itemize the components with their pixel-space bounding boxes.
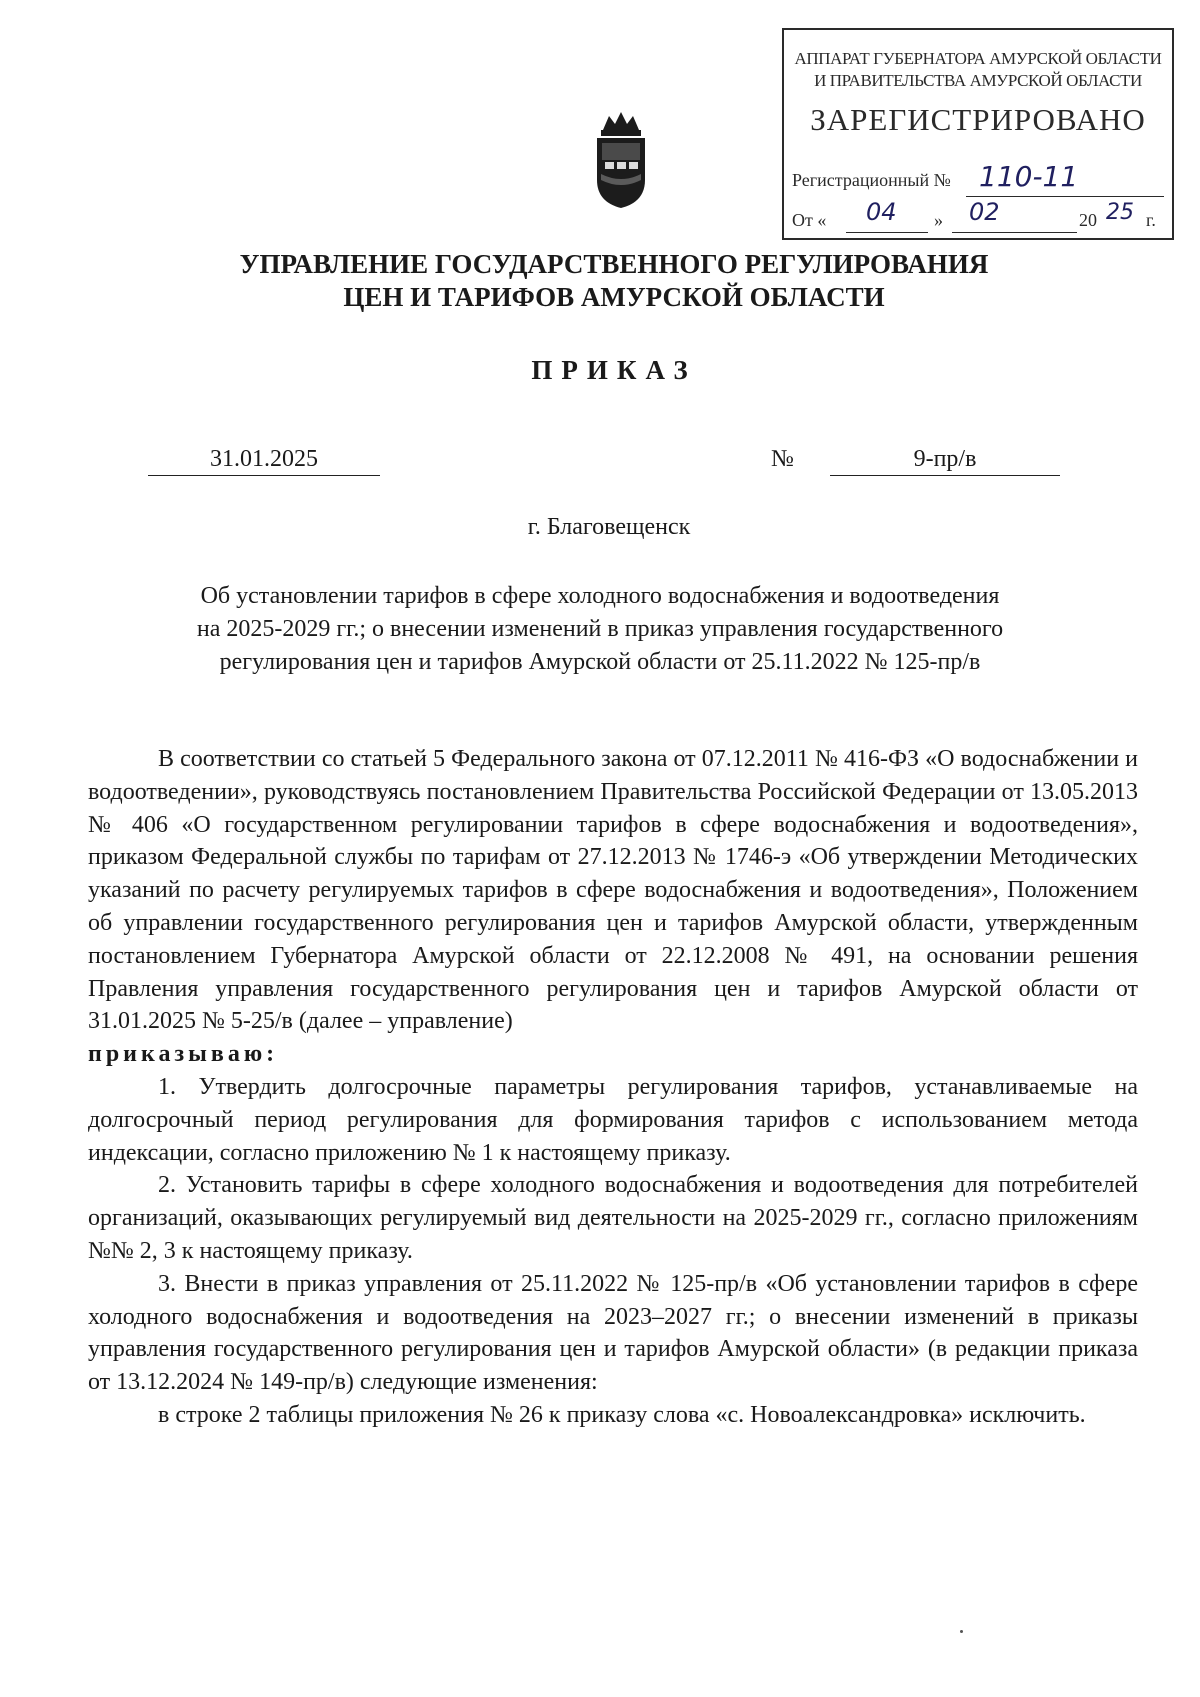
document-type: ПРИКАЗ <box>531 355 697 385</box>
stamp-date-prefix: От « <box>792 210 827 230</box>
stamp-month-underline <box>952 232 1077 233</box>
stamp-year-suffix: г. <box>1146 210 1156 230</box>
item-2-paragraph: 2. Установить тарифы в сфере холодного водоснабжения и водоотведения для потребителей организаций, оказывающих регулируемый вид деятельности на 2025-2029 гг., согласно приложениям №№ 2, 3 к настоящему приказу. <box>88 1172 1138 1264</box>
organization-title-line2: ЦЕН И ТАРИФОВ АМУРСКОЙ ОБЛАСТИ <box>343 282 885 312</box>
stamp-day-underline <box>846 232 928 233</box>
subject-line2: на 2025-2029 гг.; о внесении изменений в приказ управления государственного <box>196 616 1004 642</box>
document-subject <box>100 580 1100 679</box>
stamp-month: 02 <box>969 198 1000 226</box>
stamp-year-hand: 25 <box>1106 200 1134 225</box>
stamp-reg-value: 110-11 <box>979 160 1079 193</box>
preamble-paragraph: В соответствии со статьей 5 Федерального закона от 07.12.2011 № 416-ФЗ «О водоснабжении и водоотведении», руководствуясь постановлением Правительства Российской Федерации от 13.05.2013 № 406 «О государственном регулировании тарифов в сфере водоснабжения и водоотведения», приказом Федеральной службы по тарифам от 27.12.2013 № 1746-э «Об утверждении Методических указаний по расчету регулируемых тарифов в сфере водоснабжения и водоотведения», Положением об управлении государственного регулирования цен и тарифов Амурской области, утвержденным постановлением Губернатора Амурской области от 22.12.2008 № 491, на основании решения Правления управления государственного регулирования цен и тарифов Амурской области от 31.01.2025 № 5-25/в (далее – управление) <box>88 746 1138 1035</box>
organization-title-line1: УПРАВЛЕНИЕ ГОСУДАРСТВЕННОГО РЕГУЛИРОВАНИЯ <box>239 249 989 279</box>
stamp-reg-underline <box>966 196 1164 197</box>
scan-speck <box>960 1630 963 1633</box>
organization-title <box>0 248 1200 314</box>
stamp-day: 04 <box>866 198 897 226</box>
registration-stamp <box>782 28 1174 240</box>
item-1-paragraph: 1. Утвердить долгосрочные параметры регулирования тарифов, устанавливаемые на долгосрочный период регулирования для формирования тарифов с использованием метода индексации, согласно приложению № 1 к настоящему приказу. <box>88 1073 1138 1166</box>
item-3-detail-paragraph: в строке 2 таблицы приложения № 26 к приказу слова «с. Новоалександровка» исключить. <box>158 1401 1086 1428</box>
coat-of-arms-icon <box>591 110 651 210</box>
document-number: 9-пр/в <box>830 446 1060 476</box>
stamp-reg-label: Регистрационный № <box>792 170 951 190</box>
stamp-header-line2: И ПРАВИТЕЛЬСТВА АМУРСКОЙ ОБЛАСТИ <box>814 71 1142 90</box>
document-date: 31.01.2025 <box>148 446 380 476</box>
document-body <box>88 743 1138 1432</box>
subject-line1: Об установлении тарифов в сфере холодного водоснабжения и водоотведения <box>200 583 1000 609</box>
stamp-header-line1: АППАРАТ ГУБЕРНАТОРА АМУРСКОЙ ОБЛАСТИ <box>794 49 1162 68</box>
stamp-title: ЗАРЕГИСТРИРОВАНО <box>810 102 1146 137</box>
item-3-paragraph: 3. Внести в приказ управления от 25.11.2022 № 125-пр/в «Об установлении тарифов в сфере холодного водоснабжения и водоотведения на 2023–2027 гг.; о внесении изменений в приказы управления государственного регулирования цен и тарифов Амурской области» (в редакции приказа от 13.12.2024 № 149-пр/в) следующие изменения: <box>88 1270 1138 1396</box>
subject-line3: регулирования цен и тарифов Амурской области от 25.11.2022 № 125-пр/в <box>219 649 981 675</box>
decree-word: приказываю: <box>88 1041 279 1068</box>
document-number-label: № <box>771 446 794 472</box>
stamp-header <box>792 48 1164 92</box>
document-city: г. Благовещенск <box>527 514 691 540</box>
stamp-year-prefix: 20 <box>1079 210 1097 230</box>
stamp-quote-close: » <box>934 210 943 230</box>
